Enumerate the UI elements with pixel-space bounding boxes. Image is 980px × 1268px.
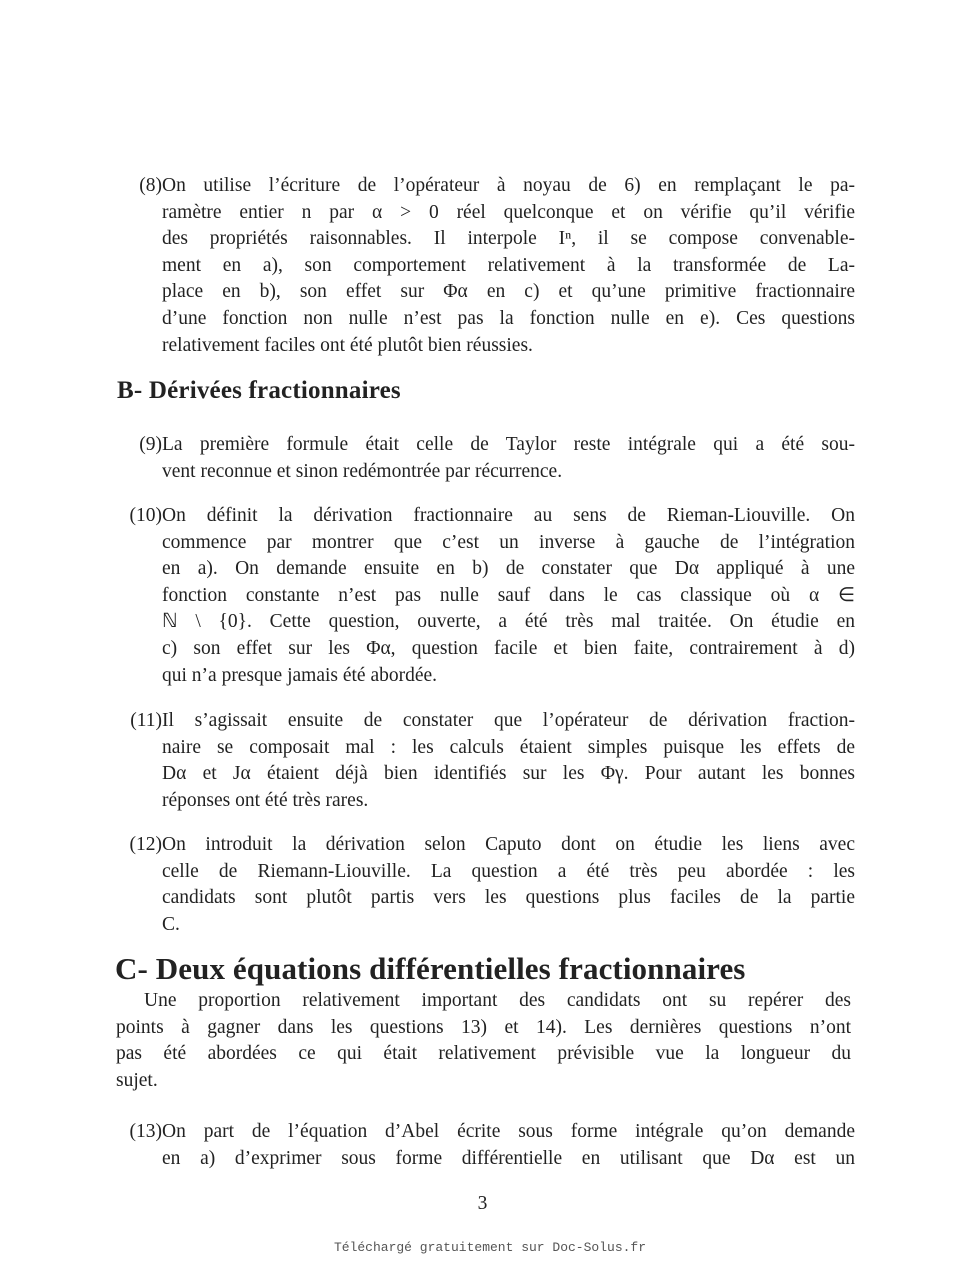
text-line: fonction constante n’est pas nulle sauf dans le cas classique où α ∈ [162,584,855,606]
question-text [162,432,855,485]
text-line: vent reconnue et sinon redémontrée par récurrence. [162,460,563,482]
text-line: points à gagner dans les questions 13) et 14). Les dernières questions n’ont [116,1016,851,1038]
text-line: pas été abordées ce qui était relativement prévisible vue la longueur du [116,1043,851,1065]
text-line: candidats sont plutôt partis vers les questions plus faciles de la partie [162,887,855,909]
text-line: réponses ont été très rares. [162,789,369,811]
section-b-heading: B- Dérivées fractionnaires [117,377,401,404]
question-text [162,503,855,689]
text-line: commence par montrer que c’est un inverse à gauche de l’intégration [162,531,855,553]
text-line: ramètre entier n par α > 0 réel quelconque et on vérifie qu’il vérifie [162,201,855,223]
question-text [162,1119,855,1172]
text-line: c) son effet sur les Φα, question facile et bien faite, contrairement à d) [162,637,855,659]
text-line: sujet. [116,1069,158,1091]
section-c-heading: C- Deux équations différentielles fractionnaires [115,951,746,986]
question-text [162,832,855,938]
text-line: naire se composait mal : les calculs étaient simples puisque les effets de [162,736,855,758]
text-line: Il s’agissait ensuite de constater que l’opérateur de dérivation fraction- [162,710,855,731]
page-number: 3 [477,1193,488,1214]
text-line: On part de l’équation d’Abel écrite sous forme intégrale qu’on demande [162,1121,855,1142]
text-line: La première formule était celle de Taylor reste intégrale qui a été sou- [162,434,855,455]
text-line: ℕ \ {0}. Cette question, ouverte, a été très mal traitée. On étudie en [162,611,855,633]
text-line: celle de Riemann-Liouville. La question a été très peu abordée : les [162,860,855,882]
text-line: Dα et Jα étaient déjà bien identifiés sur les Φγ. Pour autant les bonnes [162,763,855,785]
text-line: place en b), son effet sur Φα en c) et qu’une primitive fractionnaire [162,281,855,303]
text-line: ment en a), son comportement relativement à la transformée de La- [162,254,855,276]
text-line: en a) d’exprimer sous forme différentielle en utilisant que Dα est un [162,1147,855,1169]
question-number: (8) [139,175,162,196]
download-footer: Téléchargé gratuitement sur Doc-Solus.fr [333,1240,647,1255]
text-line: relativement faciles ont été plutôt bien réussies. [162,334,533,356]
section-c-intro [116,988,851,1094]
question-text [162,173,855,359]
question-number: (9) [139,434,162,455]
text-line: On utilise l’écriture de l’opérateur à noyau de 6) en remplaçant le pa- [162,175,855,196]
question-number: (13) [129,1121,162,1142]
text-line: des propriétés raisonnables. Il interpole Iⁿ, il se compose convenable- [162,228,855,250]
text-line: en a). On demande ensuite en b) de constater que Dα appliqué à une [162,558,855,580]
text-line: Une proportion relativement important des candidats ont su repérer des [144,990,851,1011]
text-line: On définit la dérivation fractionnaire au sens de Rieman-Liouville. On [162,505,855,526]
question-number: (11) [130,710,162,731]
text-line: d’une fonction non nulle n’est pas la fonction nulle en e). Ces questions [162,307,855,329]
question-number: (10) [129,505,162,526]
text-line: C. [162,913,180,935]
text-line: qui n’a presque jamais été abordée. [162,664,438,686]
question-number: (12) [129,834,162,855]
text-line: On introduit la dérivation selon Caputo dont on étudie les liens avec [162,834,855,855]
question-text [162,708,855,814]
